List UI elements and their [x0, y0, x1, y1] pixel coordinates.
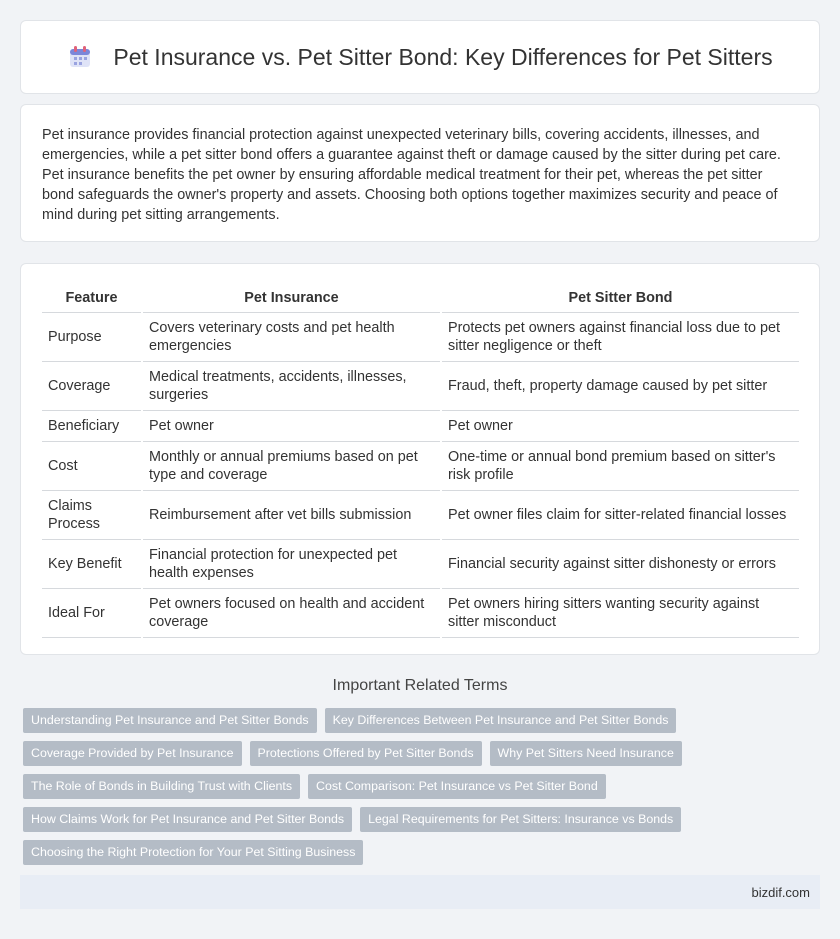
related-tag[interactable]: The Role of Bonds in Building Trust with Clients: [23, 774, 300, 799]
related-tag[interactable]: Choosing the Right Protection for Your Pet Sitting Business: [23, 840, 363, 865]
row-feature: Coverage: [42, 361, 142, 410]
row-pet-insurance: Reimbursement after vet bills submission: [142, 490, 441, 539]
row-pet-sitter-bond: One-time or annual bond premium based on sitter's risk profile: [441, 441, 799, 490]
table-row: [42, 312, 799, 361]
header-feature: Feature: [42, 284, 142, 312]
row-feature: Purpose: [42, 312, 142, 361]
related-tag[interactable]: Protections Offered by Pet Sitter Bonds: [250, 741, 482, 766]
row-pet-sitter-bond: Pet owner: [441, 410, 799, 441]
page-title: [67, 44, 772, 71]
related-tag[interactable]: How Claims Work for Pet Insurance and Pet Sitter Bonds: [23, 807, 352, 832]
row-pet-insurance: Financial protection for unexpected pet health expenses: [142, 539, 441, 588]
footer-site-link[interactable]: bizdif.com: [751, 884, 810, 900]
table-row: [42, 410, 799, 441]
row-pet-sitter-bond: Financial security against sitter dishonesty or errors: [441, 539, 799, 588]
related-tag[interactable]: Legal Requirements for Pet Sitters: Insurance vs Bonds: [360, 807, 681, 832]
table-row: [42, 539, 799, 588]
row-pet-insurance: Monthly or annual premiums based on pet type and coverage: [142, 441, 441, 490]
tag-row: [23, 807, 823, 832]
row-feature: Ideal For: [42, 588, 142, 637]
footer: [20, 875, 820, 909]
tag-row: [23, 741, 823, 766]
row-feature: Beneficiary: [42, 410, 142, 441]
related-terms-tags: [23, 708, 823, 873]
row-pet-sitter-bond: Fraud, theft, property damage caused by pet sitter: [441, 361, 799, 410]
related-tag[interactable]: Cost Comparison: Pet Insurance vs Pet Sitter Bond: [308, 774, 606, 799]
table-row: [42, 361, 799, 410]
table-row: [42, 490, 799, 539]
header-pet-sitter-bond: Pet Sitter Bond: [441, 284, 799, 312]
calendar-icon: [67, 44, 93, 70]
related-tag[interactable]: Key Differences Between Pet Insurance and Pet Sitter Bonds: [325, 708, 677, 733]
row-feature: Cost: [42, 441, 142, 490]
table-header-row: [42, 284, 799, 312]
title-card: [20, 20, 820, 94]
tag-row: [23, 840, 823, 865]
intro-paragraph: Pet insurance provides financial protection against unexpected veterinary bills, covering accidents, illnesses, and emergencies, while a pet sitter bond offers a guarantee against theft or damage caused by the sitter during pet care. Pet insurance benefits the pet owner by ensuring affordable medical treatment for their pet, whereas the pet sitter bond safeguards the owner's property and assets. Choosing both options together maximizes security and peace of mind during pet sitting arrangements.: [42, 127, 781, 223]
header-pet-insurance: Pet Insurance: [142, 284, 441, 312]
row-pet-insurance: Covers veterinary costs and pet health emergencies: [142, 312, 441, 361]
row-pet-sitter-bond: Pet owner files claim for sitter-related financial losses: [441, 490, 799, 539]
tag-row: [23, 774, 823, 799]
tag-row: [23, 708, 823, 733]
intro-card: [20, 104, 820, 242]
comparison-table: [42, 284, 799, 638]
related-terms-title: Important Related Terms: [332, 677, 508, 694]
related-tag[interactable]: Why Pet Sitters Need Insurance: [490, 741, 682, 766]
row-pet-sitter-bond: Pet owners hiring sitters wanting security against sitter misconduct: [441, 588, 799, 637]
page-title-text: Pet Insurance vs. Pet Sitter Bond: Key Differences for Pet Sitters: [113, 43, 773, 70]
row-feature: Claims Process: [42, 490, 142, 539]
table-row: [42, 588, 799, 637]
row-pet-insurance: Medical treatments, accidents, illnesses, surgeries: [142, 361, 441, 410]
row-pet-insurance: Pet owners focused on health and accident coverage: [142, 588, 441, 637]
row-pet-insurance: Pet owner: [142, 410, 441, 441]
row-pet-sitter-bond: Protects pet owners against financial loss due to pet sitter negligence or theft: [441, 312, 799, 361]
comparison-table-card: [20, 263, 820, 655]
row-feature: Key Benefit: [42, 539, 142, 588]
related-tag[interactable]: Understanding Pet Insurance and Pet Sitter Bonds: [23, 708, 317, 733]
table-row: [42, 441, 799, 490]
related-tag[interactable]: Coverage Provided by Pet Insurance: [23, 741, 242, 766]
